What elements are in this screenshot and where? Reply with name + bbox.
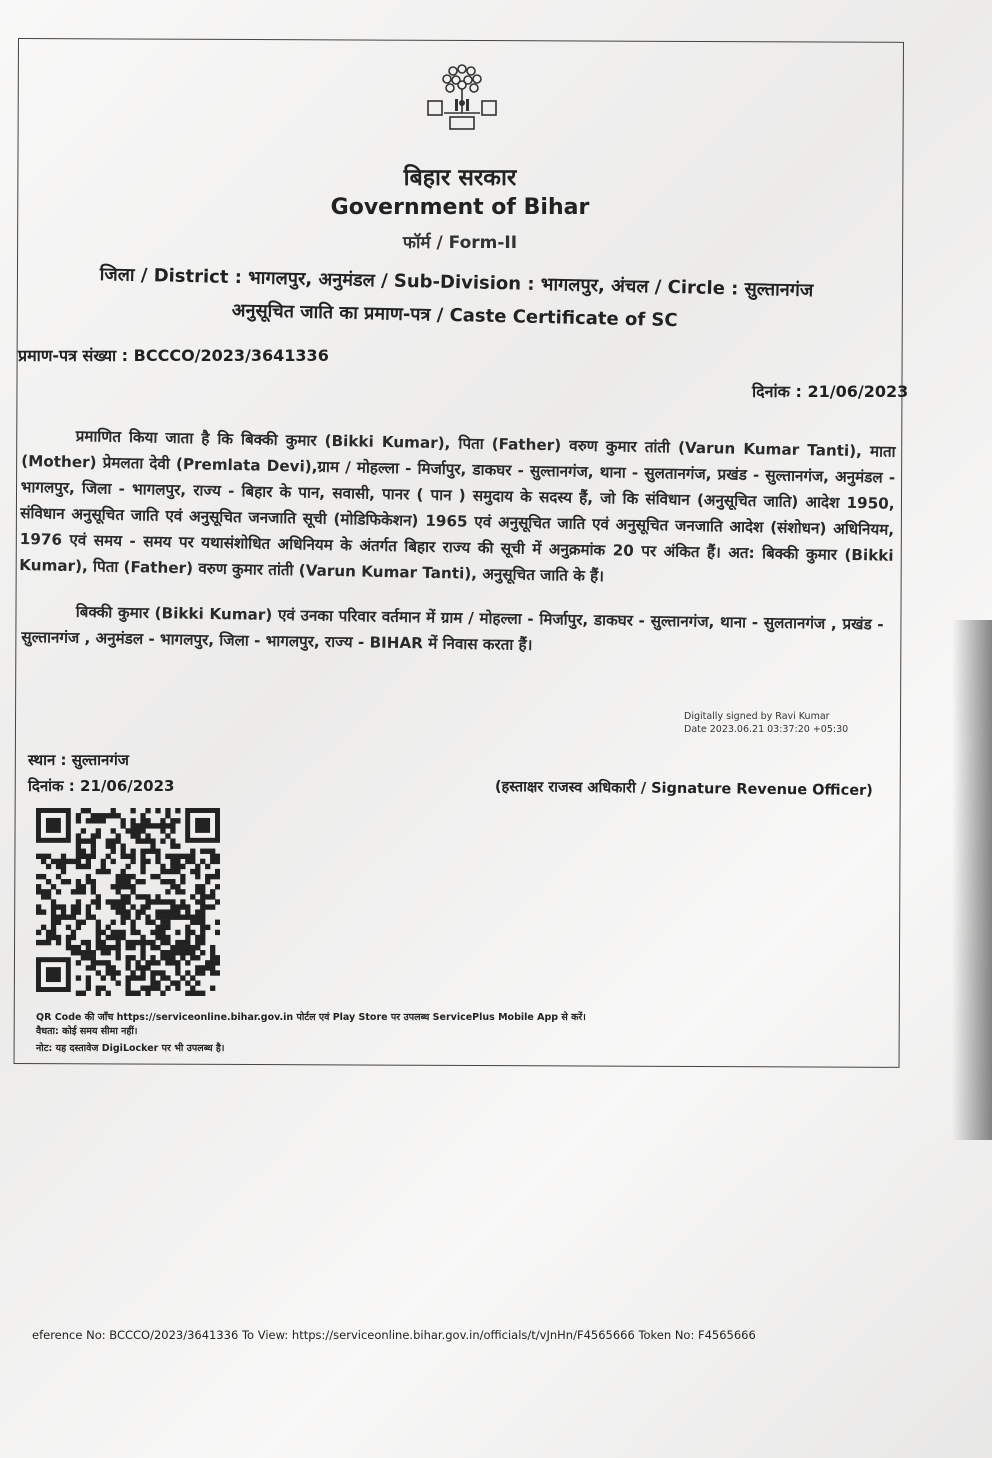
certificate-body-para2: बिक्की कुमार (Bikki Kumar) एवं उनका परिवार वर्तमान में ग्राम / मोहल्ला - मिर्जापुर, डाकघर - सुल्तानगंज, थाना - सुलतानगंज , प्रखंड - सुल्तानगंज , अनुमंडल - भागलपुर, जिला - भागलपुर, राज्य - BIHAR में निवास करता हैं।: [21, 602, 884, 655]
certificate-title: अनुसूचित जाति का प्रमाण-पत्र / Caste Certificate of SC: [231, 299, 678, 332]
background-shadow: [952, 620, 992, 1140]
issue-date: दिनांक : 21/06/2023: [752, 382, 909, 401]
digilocker-note: नोट: यह दस्तावेज DigiLocker पर भी उपलब्ध है।: [36, 1043, 225, 1054]
reference-footer: eference No: BCCCO/2023/3641336 To View: https://serviceonline.bihar.gov.in/officials/t/vJnHn/F4565666 Token No: F4565666: [32, 1328, 756, 1342]
govt-title-english: Government of Bihar: [330, 195, 590, 220]
govt-title-hindi: बिहार सरकार: [403, 165, 517, 191]
qr-note: QR Code की जाँच https://serviceonline.bihar.gov.in पोर्टल एवं Play Store पर उपलब्ध ServicePlus Mobile App से करें।: [36, 1012, 586, 1023]
bihar-emblem-icon: [420, 55, 504, 139]
place: स्थान : सुल्तानगंज: [28, 751, 129, 769]
qr-code-icon: [36, 808, 220, 996]
signatory: (हस्ताक्षर राजस्व अधिकारी / Signature Revenue Officer): [494, 778, 873, 799]
certificate-body-para1: प्रमाणित किया जाता है कि बिक्की कुमार (Bikki Kumar), पिता (Father) वरुण कुमार तांती (Varun Kumar Tanti), माता (Mother) प्रेमलता देवी (Premlata Devi),ग्राम / मोहल्ला - मिर्जापुर, डाकघर - सुल्तानगंज, थाना - सुलतानगंज, प्रखंड - सुल्तानगंज, अनुमंडल - भागलपुर, जिला - भागलपुर, राज्य - बिहार के पान, सवासी, पानर ( पान ) समुदाय के सदस्य हैं, जो कि संविधान (अनुसूचित जाति) आदेश 1950, संविधान अनुसूचित जाति एवं अनुसूचित जनजाति सूची (मोडिफिकेशन) 1965 एवं अनुसूचित जाति एवं अनुसूचित जनजाति आदेश (संशोधन) अधिनियम, 1976 एवं समय - समय पर यथासंशोधित अधिनियम के अंतर्गत बिहार राज्य की सूची में अनुक्रमांक 20 पर अंकित हैं। अत: बिक्की कुमार (Bikki Kumar), पिता (Father) वरुण कुमार तांती (Varun Kumar Tanti), अनुसूचित जाति के हैं।: [19, 427, 896, 586]
district-line: जिला / District : भागलपुर, अनुमंडल / Sub-Division : भागलपुर, अंचल / Circle : सुल्तानगंज: [99, 263, 814, 302]
certificate-number: प्रमाण-पत्र संख्या : BCCCO/2023/3641336: [18, 346, 329, 365]
validity-note: वैधता: कोई समय सीमा नहीं।: [36, 1026, 138, 1037]
date-bottom: दिनांक : 21/06/2023: [28, 777, 175, 795]
digital-signature-by: Digitally signed by Ravi Kumar: [684, 711, 830, 722]
digital-signature-date: Date 2023.06.21 03:37:20 +05:30: [684, 724, 849, 735]
digital-signature: [684, 710, 848, 736]
form-title: फॉर्म / Form-II: [402, 233, 518, 253]
